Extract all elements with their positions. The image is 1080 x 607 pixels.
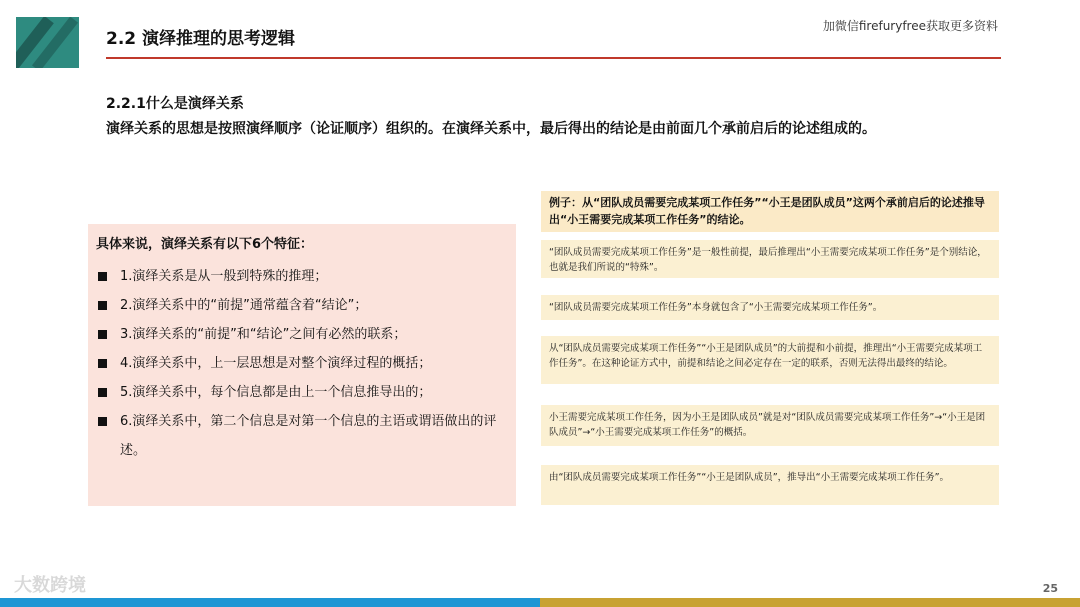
watermark-logo: 大数跨境 — [14, 575, 86, 596]
square-bullet-icon — [98, 330, 107, 339]
footer-bar-gold — [540, 598, 1080, 607]
feature-item — [96, 407, 508, 465]
square-bullet-icon — [98, 388, 107, 397]
footer-bar-blue — [0, 598, 540, 607]
section-heading: 2.2.1什么是演绎关系 — [106, 96, 244, 112]
feature-item — [96, 349, 508, 378]
example-note: 从“团队成员需要完成某项工作任务”“小王是团队成员”的大前提和小前提，推理出“小王需要完成某项工作任务”。在这种论证方式中，前提和结论之间必定存在一定的联系，否则无法得出最终的结论。 — [541, 336, 999, 384]
page-title: 2.2 演绎推理的思考逻辑 — [106, 29, 296, 49]
feature-text: 6.演绎关系中，第二个信息是对第一个信息的主语或谓语做出的评述。 — [120, 414, 497, 458]
feature-text: 3.演绎关系的“前提”和“结论”之间有必然的联系； — [120, 327, 407, 342]
square-bullet-icon — [98, 359, 107, 368]
square-bullet-icon — [98, 301, 107, 310]
feature-panel — [88, 224, 516, 506]
feature-text: 5.演绎关系中，每个信息都是由上一个信息推导出的； — [120, 385, 432, 400]
promo-text: 加微信firefuryfree获取更多资料 — [822, 19, 998, 33]
feature-item — [96, 320, 508, 349]
feature-list — [96, 262, 508, 465]
example-note: 由“团队成员需要完成某项工作任务”“小王是团队成员”，推导出“小王需要完成某项工作任务”。 — [541, 465, 999, 505]
square-bullet-icon — [98, 272, 107, 281]
example-note: 小王需要完成某项工作任务，因为小王是团队成员”就是对“团队成员需要完成某项工作任务”→“小王是团队成员”→“小王需要完成某项工作任务”的概括。 — [541, 405, 999, 446]
feature-item — [96, 291, 508, 320]
example-note: “团队成员需要完成某项工作任务”是一般性前提，最后推理出“小王需要完成某项工作任务”是个别结论，也就是我们所说的“特殊”。 — [541, 240, 999, 278]
example-heading: 例子：从“团队成员需要完成某项工作任务”“小王是团队成员”这两个承前启后的论述推导出“小王需要完成某项工作任务”的结论。 — [541, 191, 999, 232]
feature-heading: 具体来说，演绎关系有以下6个特征： — [96, 237, 314, 252]
example-note: “团队成员需要完成某项工作任务”本身就包含了“小王需要完成某项工作任务”。 — [541, 295, 999, 320]
section-intro: 演绎关系的思想是按照演绎顺序（论证顺序）组织的。在演绎关系中，最后得出的结论是由前面几个承前启后的论述组成的。 — [106, 121, 876, 137]
header-logo-image — [16, 17, 79, 68]
feature-item — [96, 378, 508, 407]
square-bullet-icon — [98, 417, 107, 426]
title-divider — [106, 57, 1001, 59]
feature-item — [96, 262, 508, 291]
feature-text: 2.演绎关系中的“前提”通常蕴含着“结论”； — [120, 298, 368, 313]
page-number: 25 — [1042, 582, 1058, 595]
feature-text: 4.演绎关系中，上一层思想是对整个演绎过程的概括； — [120, 356, 432, 371]
feature-text: 1.演绎关系是从一般到特殊的推理； — [120, 269, 328, 284]
